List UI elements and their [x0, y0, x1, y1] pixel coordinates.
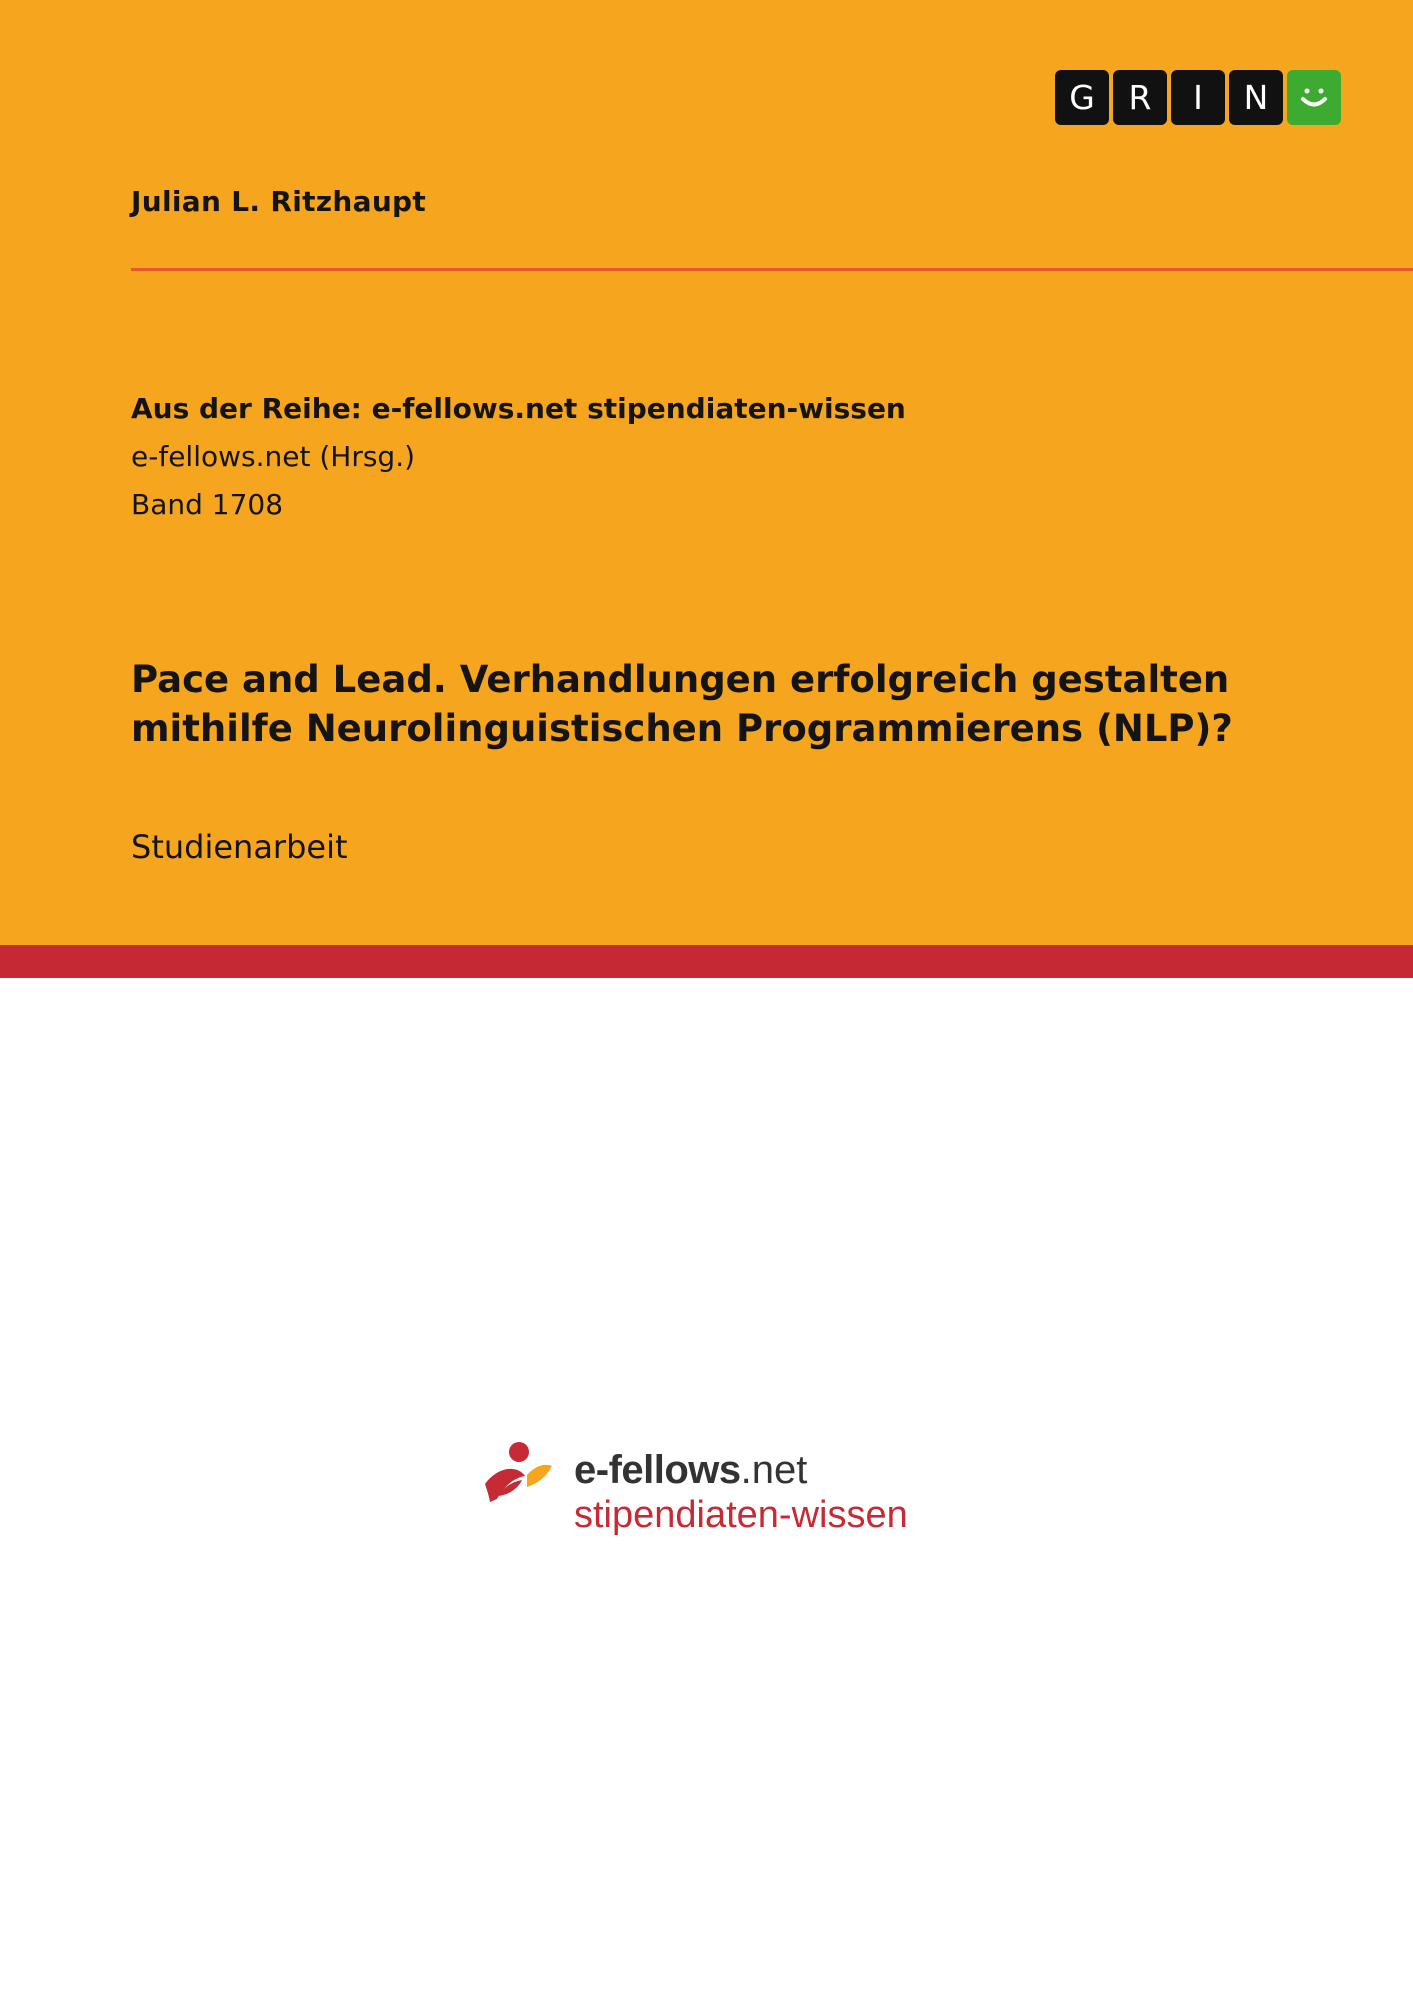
series-label: Aus der Reihe: e-fellows.net stipendiaten-wissen	[131, 392, 906, 425]
series-editor: e-fellows.net (Hrsg.)	[131, 440, 416, 473]
grin-letter-i: I	[1171, 70, 1225, 125]
author-name: Julian L. Ritzhaupt	[131, 185, 427, 218]
smile-icon	[1287, 70, 1341, 125]
grin-letter-r: R	[1113, 70, 1167, 125]
cover-red-band	[0, 945, 1413, 978]
grin-letter-n: N	[1229, 70, 1283, 125]
e-fellows-tagline: stipendiaten-wissen	[574, 1494, 908, 1536]
e-fellows-name-domain: .net	[740, 1448, 808, 1492]
title-line-2: mithilfe Neurolinguistischen Programmierens (NLP)?	[131, 707, 1233, 750]
grin-letter-g: G	[1055, 70, 1109, 125]
grin-logo	[1055, 70, 1341, 125]
document-title	[131, 655, 1351, 753]
e-fellows-wordmark	[574, 1448, 807, 1492]
series-info	[131, 385, 1131, 529]
series-volume: Band 1708	[131, 488, 284, 521]
document-type: Studienarbeit	[131, 828, 348, 866]
e-fellows-logo	[480, 1438, 940, 1568]
e-fellows-figure-icon	[480, 1438, 560, 1518]
e-fellows-name-bold: e-fellows	[574, 1448, 741, 1492]
author-divider	[131, 268, 1413, 271]
title-line-1: Pace and Lead. Verhandlungen erfolgreich gestalten	[131, 658, 1230, 701]
